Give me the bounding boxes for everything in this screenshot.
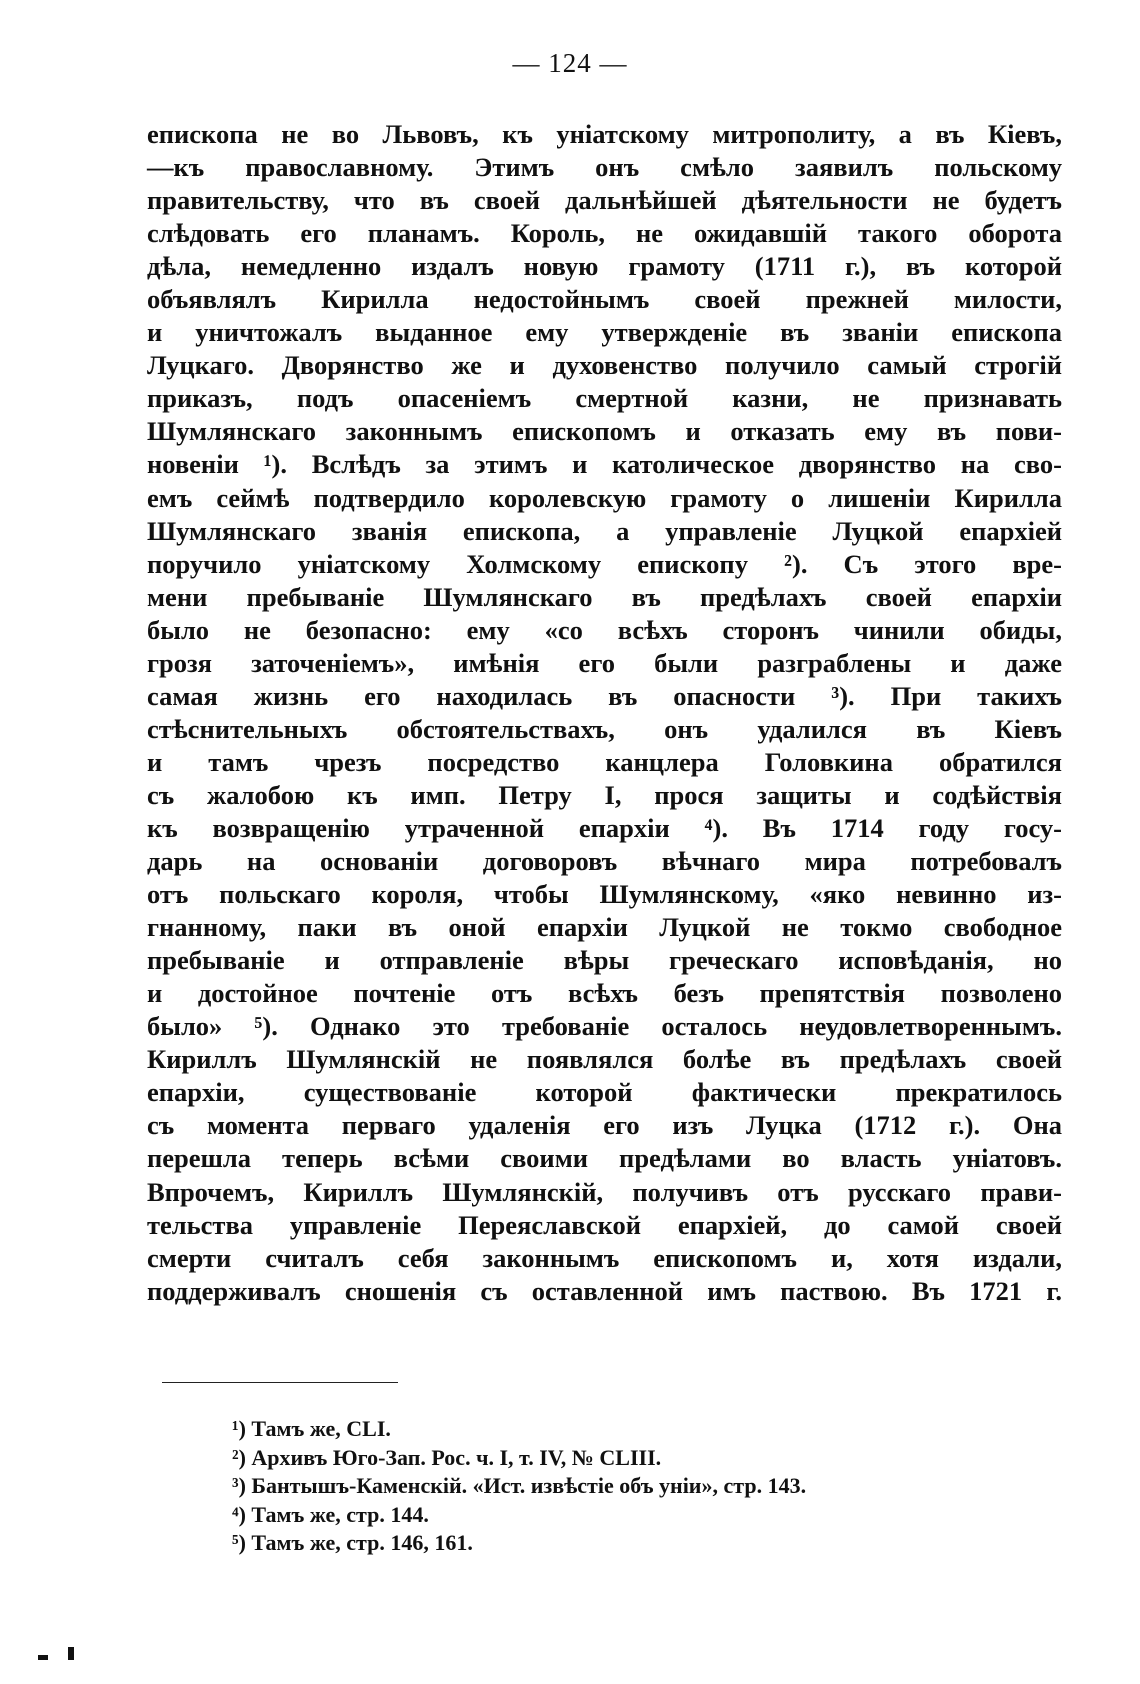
- text-line: дарь на основаніи договоровъ вѣчнаго мира потребовалъ: [147, 846, 1062, 877]
- footnote: [232, 1472, 1052, 1501]
- text-line: съ жалобою къ имп. Петру I, прося защиты и содѣйствія: [147, 779, 1062, 810]
- text-line: слѣдовать его планамъ. Король, не ожидавшій такого оборота: [147, 218, 1062, 249]
- text-line: стѣснительныхъ обстоятельствахъ, онъ удалился въ Кіевъ: [147, 713, 1062, 744]
- text-line: правительству, что въ своей дальнѣйшей дѣятельности не будетъ: [147, 185, 1062, 216]
- text-line: Шумлянскаго законнымъ епископомъ и отказать ему въ пови-: [147, 416, 1062, 447]
- main-text-block: [147, 118, 1062, 1308]
- text-line: поддерживалъ сношенія съ оставленной имъ паствою. Въ 1721 г.: [147, 1275, 1062, 1306]
- text-line: Кириллъ Шумлянскій не появлялся болѣе въ предѣлахъ своей: [147, 1044, 1062, 1075]
- footnote: [232, 1501, 1052, 1530]
- footnote-text: Архивъ Юго-Зап. Рос. ч. I, т. IV, № CLIII.: [251, 1444, 662, 1470]
- text-line: епархіи, существованіе которой фактически прекратилось: [147, 1077, 1062, 1108]
- text-line: новеніи ¹). Вслѣдъ за этимъ и католическое дворянство на сво-: [147, 449, 1062, 480]
- footnote-separator: [162, 1382, 398, 1383]
- text-line: мени пребываніе Шумлянскаго въ предѣлахъ своей епархіи: [147, 581, 1062, 612]
- text-line: Впрочемъ, Кириллъ Шумлянскій, получивъ отъ русскаго прави-: [147, 1176, 1062, 1207]
- footnote-text: Бантышъ-Каменскій. «Ист. извѣстіе объ уніи», стр. 143.: [251, 1473, 807, 1498]
- text-line: объявлялъ Кирилла недостойнымъ своей прежней милости,: [147, 284, 1062, 315]
- footnote: [232, 1415, 1052, 1444]
- footnote-mark: ³): [232, 1473, 246, 1498]
- footnote-mark: ⁵): [232, 1530, 246, 1555]
- footnote-text: Тамъ же, стр. 146, 161.: [251, 1530, 473, 1555]
- text-line: и тамъ чрезъ посредство канцлера Головкина обратился: [147, 746, 1062, 777]
- text-line: смерти считалъ себя законнымъ епископомъ и, хотя издали,: [147, 1242, 1062, 1273]
- text-line: и достойное почтеніе отъ всѣхъ безъ препятствія позволено: [147, 978, 1062, 1009]
- text-line: грозя заточеніемъ», имѣнія его были разграблены и даже: [147, 647, 1062, 678]
- text-line: было» ⁵). Однако это требованіе осталось неудовлетвореннымъ.: [147, 1011, 1062, 1042]
- text-line: съ момента перваго удаленія его изъ Луцка (1712 г.). Она: [147, 1110, 1062, 1141]
- footnote-mark: ¹): [232, 1416, 246, 1441]
- text-line: было не безопасно: ему «со всѣхъ сторонъ чинили обиды,: [147, 614, 1062, 645]
- text-line: къ возвращенію утраченной епархіи ⁴). Въ 1714 году госу-: [147, 812, 1062, 843]
- text-line: епископа не во Львовъ, къ уніатскому митрополиту, а въ Кіевъ,: [147, 119, 1062, 149]
- text-line: емъ сеймѣ подтвердило королевскую грамоту о лишеніи Кирилла: [147, 482, 1062, 513]
- text-line: и уничтожалъ выданное ему утвержденіе въ званіи епископа: [147, 317, 1062, 348]
- text-line: Луцкаго. Дворянство же и духовенство получило самый строгій: [147, 350, 1062, 381]
- footnote: [232, 1529, 1052, 1558]
- footnote-mark: ²): [232, 1444, 246, 1470]
- footnotes-list: [232, 1415, 1052, 1558]
- text-line: перешла теперь всѣми своими предѣлами во власть уніатовъ.: [147, 1143, 1062, 1174]
- footnote: [232, 1444, 1052, 1473]
- text-line: —къ православному. Этимъ онъ смѣло заявилъ польскому: [147, 152, 1062, 183]
- text-line: тельства управленіе Переяславской епархіей, до самой своей: [147, 1209, 1062, 1240]
- text-line: дѣла, немедленно издалъ новую грамоту (1711 г.), въ которой: [147, 251, 1062, 282]
- text-line: отъ польскаго короля, чтобы Шумлянскому, «яко невинно из-: [147, 879, 1062, 910]
- footnote-text: Тамъ же, CLI.: [251, 1416, 391, 1441]
- text-line: пребываніе и отправленіе вѣры греческаго исповѣданія, но: [147, 945, 1062, 976]
- page-number: — 124 —: [512, 48, 628, 78]
- text-line: поручило уніатскому Холмскому епископу ²). Съ этого вре-: [147, 548, 1062, 579]
- ink-speck: [68, 1647, 74, 1660]
- text-line: гнанному, паки въ оной епархіи Луцкой не токмо свободное: [147, 912, 1062, 943]
- text-line: самая жизнь его находилась въ опасности ³). При такихъ: [147, 680, 1062, 711]
- text-line: приказъ, подъ опасеніемъ смертной казни, не признавать: [147, 383, 1062, 414]
- ink-speck: [38, 1655, 48, 1660]
- text-line: Шумлянскаго званія епископа, а управленіе Луцкой епархіей: [147, 515, 1062, 546]
- footnote-mark: ⁴): [232, 1501, 246, 1527]
- footnote-text: Тамъ же, стр. 144.: [251, 1501, 429, 1527]
